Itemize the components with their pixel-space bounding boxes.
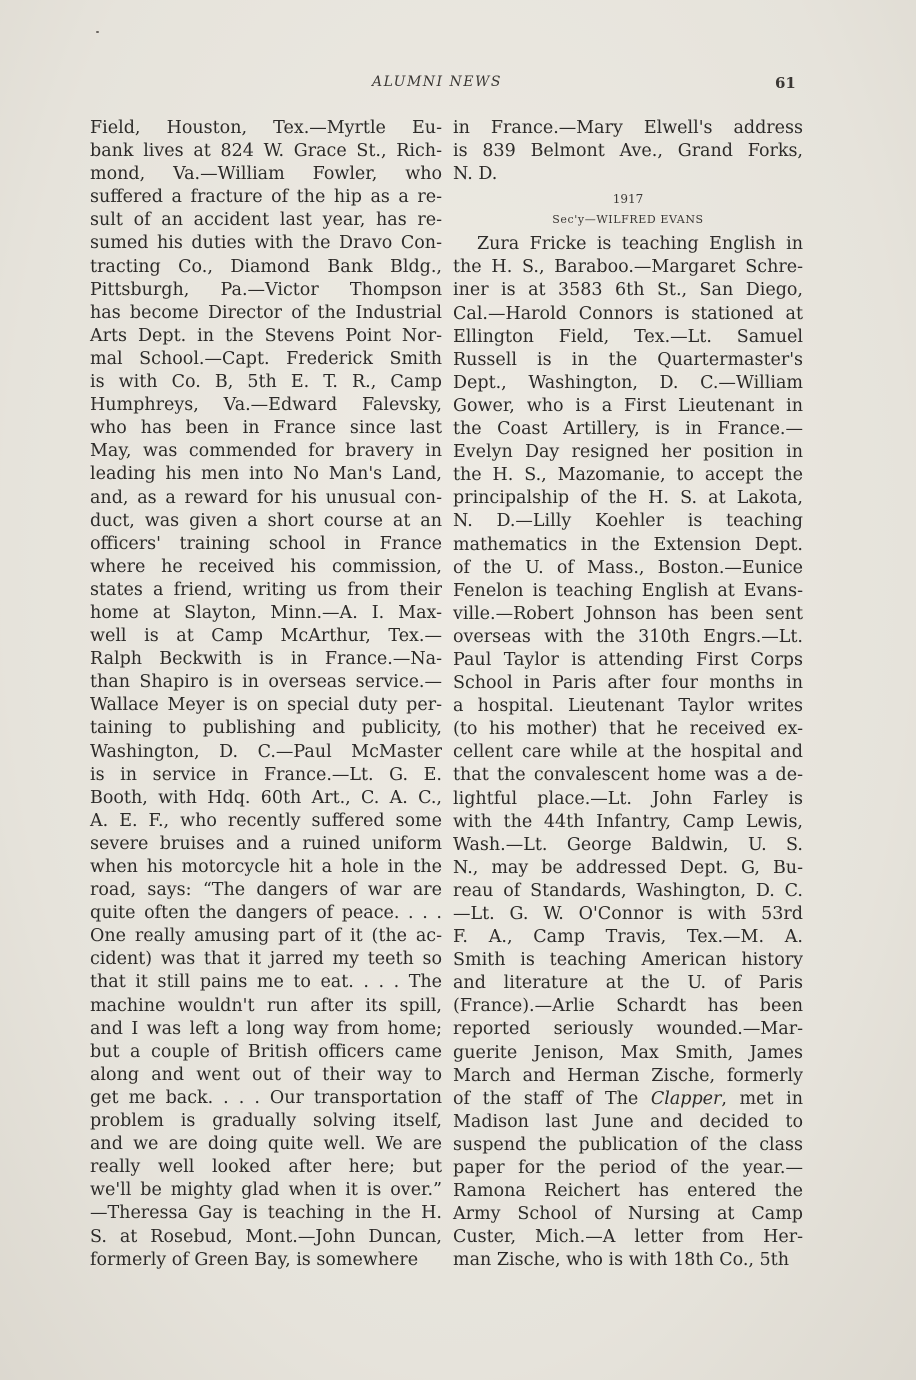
text-line: states a friend, writing us from their xyxy=(90,579,442,600)
text-line: Booth, with Hdq. 60th Art., C. A. C., xyxy=(90,787,442,808)
section-secretary: Sec'y—WILFRED EVANS xyxy=(552,213,704,227)
text-line: guerite Jenison, Max Smith, James xyxy=(453,1042,803,1063)
text-line: Humphreys, Va.—Edward Falevsky, xyxy=(90,395,442,416)
text-line: officers' training school in France xyxy=(90,533,442,554)
text-line: really well looked after here; but xyxy=(90,1157,442,1178)
text-line: Gower, who is a First Lieutenant in xyxy=(453,395,803,416)
running-title: ALUMNI NEWS xyxy=(372,74,502,90)
text-line: Wallace Meyer is on special duty per- xyxy=(90,695,442,716)
text-line: when his motorcycle hit a hole in the xyxy=(90,857,442,877)
text-line: we'll be mighty glad when it is over.” xyxy=(90,1180,442,1201)
text-line: duct, was given a short course at an xyxy=(90,510,442,531)
text-line: well is at Camp McArthur, Tex.— xyxy=(90,626,442,647)
text-line: lightful place.—Lt. John Farley is xyxy=(453,788,803,809)
text-line: Madison last June and decided to xyxy=(453,1111,803,1132)
text-line: ville.—Robert Johnson has been sent xyxy=(453,603,803,624)
text-line: —Lt. G. W. O'Connor is with 53rd xyxy=(453,904,803,924)
text-line: taining to publishing and publicity, xyxy=(90,718,442,739)
right-column xyxy=(453,117,803,1273)
text-line: Smith is teaching American history xyxy=(453,950,803,971)
right-column-top-text xyxy=(453,117,803,186)
text-line: leading his men into No Man's Land, xyxy=(90,464,442,485)
text-line: and, as a reward for his unusual con- xyxy=(90,487,442,508)
text-line: principalship of the H. S. at Lakota, xyxy=(453,488,803,509)
text-line: School in Paris after four months in xyxy=(453,673,803,694)
text-line: is 839 Belmont Ave., Grand Forks, xyxy=(453,141,803,162)
page-number: 61 xyxy=(775,74,796,92)
text-line: March and Herman Zische, formerly xyxy=(453,1065,803,1086)
text-line: Russell is in the Quartermaster's xyxy=(453,349,803,370)
text-line: than Shapiro is in overseas service.— xyxy=(90,672,442,693)
text-line: get me back. . . . Our transportation xyxy=(90,1087,442,1108)
text-line: in France.—Mary Elwell's address xyxy=(453,118,803,138)
text-line: N. D.—Lilly Koehler is teaching xyxy=(453,511,803,532)
text-line: problem is gradually solving itself, xyxy=(90,1111,442,1132)
text-line: overseas with the 310th Engrs.—Lt. xyxy=(453,626,803,647)
text-line: cident) was that it jarred my teeth so xyxy=(90,949,442,970)
right-column-bottom-text xyxy=(453,233,803,1272)
text-line: man Zische, who is with 18th Co., 5th xyxy=(453,1250,789,1271)
text-line: Ralph Beckwith is in France.—Na- xyxy=(90,649,442,670)
text-line: mond, Va.—William Fowler, who xyxy=(90,164,442,185)
text-line: has become Director of the Industrial xyxy=(90,302,442,323)
publication-title: Clapper xyxy=(650,1088,722,1109)
text-line: Ellington Field, Tex.—Lt. Samuel xyxy=(453,326,803,347)
text-line: that it still pains me to eat. . . . The xyxy=(90,972,442,993)
text-line: Washington, D. C.—Paul McMaster xyxy=(90,741,442,762)
section-year: 1917 xyxy=(612,192,644,207)
text-line: cellent care while at the hospital and xyxy=(453,742,803,763)
text-line: Paul Taylor is attending First Corps xyxy=(453,649,803,670)
text-line: Wash.—Lt. George Baldwin, U. S. xyxy=(453,834,803,855)
text-line: paper for the period of the year.— xyxy=(453,1158,803,1179)
text-line: Evelyn Day resigned her position in xyxy=(453,442,803,463)
text-line: is with Co. B, 5th E. T. R., Camp xyxy=(90,372,442,393)
text-line: the H. S., Mazomanie, to accept the xyxy=(453,465,803,486)
text-line: but a couple of British officers came xyxy=(90,1041,442,1062)
text-line: mal School.—Capt. Frederick Smith xyxy=(90,348,442,369)
text-line: along and went out of their way to xyxy=(90,1064,442,1085)
text-line: formerly of Green Bay, is somewhere xyxy=(90,1249,419,1270)
text-line: of the staff of The Clapper, met in xyxy=(453,1088,803,1109)
text-line: —Theressa Gay is teaching in the H. xyxy=(90,1203,442,1224)
text-line: N., may be addressed Dept. G, Bu- xyxy=(453,857,803,878)
text-line: sumed his duties with the Dravo Con- xyxy=(90,233,442,254)
text-line: sult of an accident last year, has re- xyxy=(90,210,442,231)
text-line: May, was commended for bravery in xyxy=(90,441,442,462)
text-line: reported seriously wounded.—Mar- xyxy=(453,1019,803,1040)
text-line: quite often the dangers of peace. . . . xyxy=(90,903,442,924)
left-column xyxy=(90,117,442,1272)
text-line: Army School of Nursing at Camp xyxy=(453,1204,803,1225)
text-line: N. D. xyxy=(453,164,498,185)
text-line: (to his mother) that he received ex- xyxy=(453,719,803,740)
text-line: Custer, Mich.—A letter from Her- xyxy=(453,1227,803,1248)
text-line: Fenelon is teaching English at Evans- xyxy=(453,580,803,601)
text-line: Pittsburgh, Pa.—Victor Thompson xyxy=(90,279,442,300)
text-line: suffered a fracture of the hip as a re- xyxy=(90,187,442,208)
text-line: where he received his commission, xyxy=(90,556,442,577)
text-line: home at Slayton, Minn.—A. I. Max- xyxy=(90,602,442,623)
text-line: One really amusing part of it (the ac- xyxy=(90,926,442,947)
text-line: severe bruises and a ruined uniform xyxy=(90,833,442,854)
text-line: tracting Co., Diamond Bank Bldg., xyxy=(90,256,442,277)
text-line: of the U. of Mass., Boston.—Eunice xyxy=(453,557,803,578)
text-line: Field, Houston, Tex.—Myrtle Eu- xyxy=(90,118,442,138)
text-line: and literature at the U. of Paris xyxy=(453,973,803,994)
text-line: F. A., Camp Travis, Tex.—M. A. xyxy=(453,927,803,948)
paper-speck xyxy=(96,31,99,33)
text-line: (France).—Arlie Schardt has been xyxy=(453,996,803,1017)
text-line: with the 44th Infantry, Camp Lewis, xyxy=(453,811,803,832)
text-line: the Coast Artillery, is in France.— xyxy=(453,419,803,440)
text-line: Cal.—Harold Connors is stationed at xyxy=(453,303,803,324)
text-line: a hospital. Lieutenant Taylor writes xyxy=(453,696,803,717)
text-line: the H. S., Baraboo.—Margaret Schre- xyxy=(453,257,803,278)
page-header xyxy=(0,74,916,98)
text-line: iner is at 3583 6th St., San Diego, xyxy=(453,280,803,301)
text-line: Zura Fricke is teaching English in xyxy=(477,234,803,255)
text-line: Arts Dept. in the Stevens Point Nor- xyxy=(90,325,442,346)
text-line: bank lives at 824 W. Grace St., Rich- xyxy=(90,141,442,162)
text-line: S. at Rosebud, Mont.—John Duncan, xyxy=(90,1226,442,1247)
text-line: and I was left a long way from home; xyxy=(90,1018,442,1039)
text-line: road, says: “The dangers of war are xyxy=(90,880,442,901)
text-line: who has been in France since last xyxy=(90,418,442,439)
text-line: machine wouldn't run after its spill, xyxy=(90,995,442,1016)
text-line: suspend the publication of the class xyxy=(453,1134,803,1155)
text-line: reau of Standards, Washington, D. C. xyxy=(453,880,803,901)
text-line: that the convalescent home was a de- xyxy=(453,765,803,786)
text-line: Dept., Washington, D. C.—William xyxy=(453,372,803,393)
text-line: A. E. F., who recently suffered some xyxy=(90,810,442,831)
text-line: is in service in France.—Lt. G. E. xyxy=(90,764,442,785)
text-line: Ramona Reichert has entered the xyxy=(453,1181,803,1202)
text-line: mathematics in the Extension Dept. xyxy=(453,534,803,555)
text-line: and we are doing quite well. We are xyxy=(90,1134,442,1155)
